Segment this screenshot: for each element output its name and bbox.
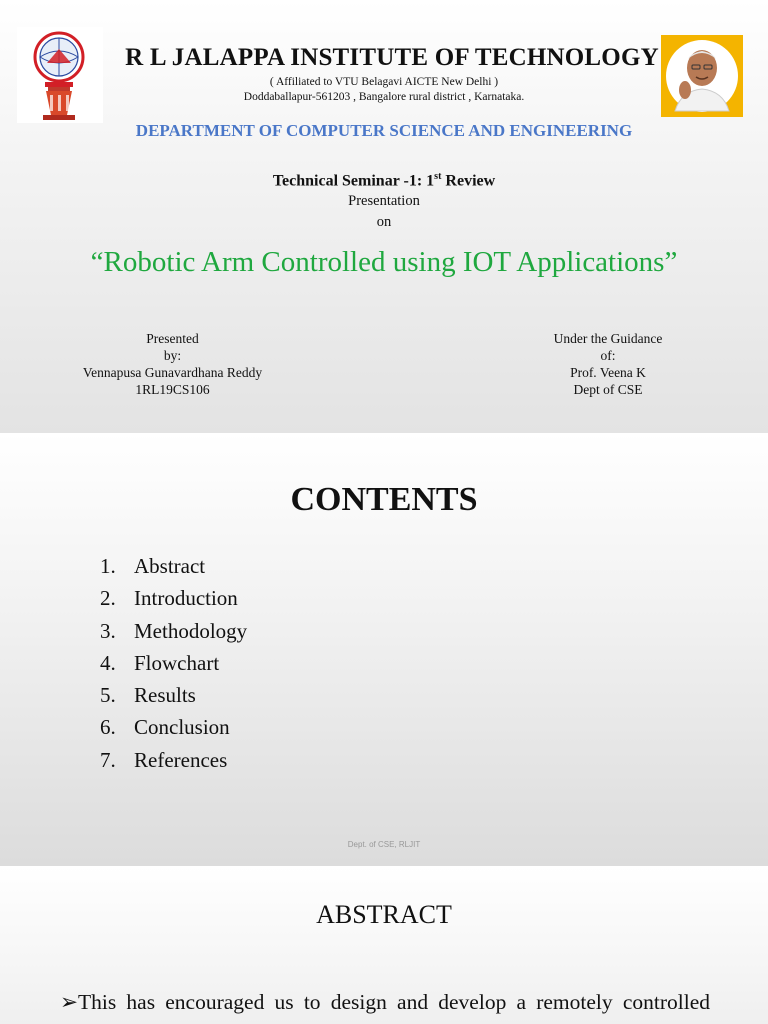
guide-block xyxy=(508,330,708,398)
item-label: References xyxy=(134,747,228,772)
abstract-sentence: This has encouraged us to design and develop a remotely controlled xyxy=(78,990,710,1014)
list-item xyxy=(100,615,247,647)
item-label: Results xyxy=(134,683,196,708)
abstract-slide xyxy=(0,866,768,1024)
guidance-label: Under the Guidance xyxy=(553,331,663,346)
seminar-prefix: Technical Seminar -1: 1 xyxy=(272,172,435,190)
list-item xyxy=(100,679,247,711)
abstract-title: ABSTRACT xyxy=(316,900,452,929)
contents-list xyxy=(100,550,247,776)
seminar-suffix: Review xyxy=(441,172,496,190)
guidance-of-label: of: xyxy=(600,348,616,363)
presented-by-label: by: xyxy=(163,348,182,363)
list-item xyxy=(100,744,247,776)
item-number: 3. xyxy=(100,618,116,643)
department-heading: DEPARTMENT OF COMPUTER SCIENCE AND ENGINEERING xyxy=(135,121,633,140)
presenter-name: Vennapusa Gunavardhana Reddy xyxy=(82,365,263,380)
item-number: 2. xyxy=(100,586,116,611)
item-number: 6. xyxy=(100,715,116,740)
affiliation-text: ( Affiliated to VTU Belagavi AICTE New Delhi ) xyxy=(269,76,499,88)
presenter-usn: 1RL19CS106 xyxy=(135,382,210,397)
item-number: 7. xyxy=(100,747,116,772)
item-label: Abstract xyxy=(134,554,206,578)
college-emblem-logo xyxy=(17,27,103,123)
presenter-block xyxy=(60,330,285,398)
title-slide xyxy=(0,0,768,433)
item-number: 5. xyxy=(100,683,116,708)
item-label: Methodology xyxy=(134,618,248,643)
item-label: Introduction xyxy=(134,586,238,611)
list-item xyxy=(100,582,247,614)
list-item xyxy=(100,550,247,582)
slide-footer: Dept. of CSE, RLJIT xyxy=(347,840,421,849)
address-text: Doddaballapur-561203 , Bangalore rural district , Karnataka. xyxy=(243,91,525,103)
project-title: “Robotic Arm Controlled using IOT Applications” xyxy=(90,246,678,278)
item-label: Flowchart xyxy=(134,650,220,675)
item-number: 4. xyxy=(100,650,116,675)
list-item xyxy=(100,711,247,743)
presentation-label: Presentation xyxy=(348,193,420,209)
contents-slide xyxy=(0,433,768,866)
presented-label: Presented xyxy=(146,331,199,346)
abstract-bullet-text xyxy=(60,990,710,1015)
seminar-superscript: st xyxy=(434,171,442,182)
on-label: on xyxy=(376,214,392,230)
bullet-arrow-icon: ➢ xyxy=(60,990,79,1014)
list-item xyxy=(100,647,247,679)
guide-dept: Dept of CSE xyxy=(573,382,643,397)
institute-name: R L JALAPPA INSTITUTE OF TECHNOLOGY xyxy=(125,44,659,71)
item-label: Conclusion xyxy=(134,715,230,740)
item-number: 1. xyxy=(100,554,116,578)
contents-title: CONTENTS xyxy=(290,481,478,518)
seminar-heading xyxy=(0,171,768,190)
guide-name: Prof. Veena K xyxy=(570,365,646,380)
